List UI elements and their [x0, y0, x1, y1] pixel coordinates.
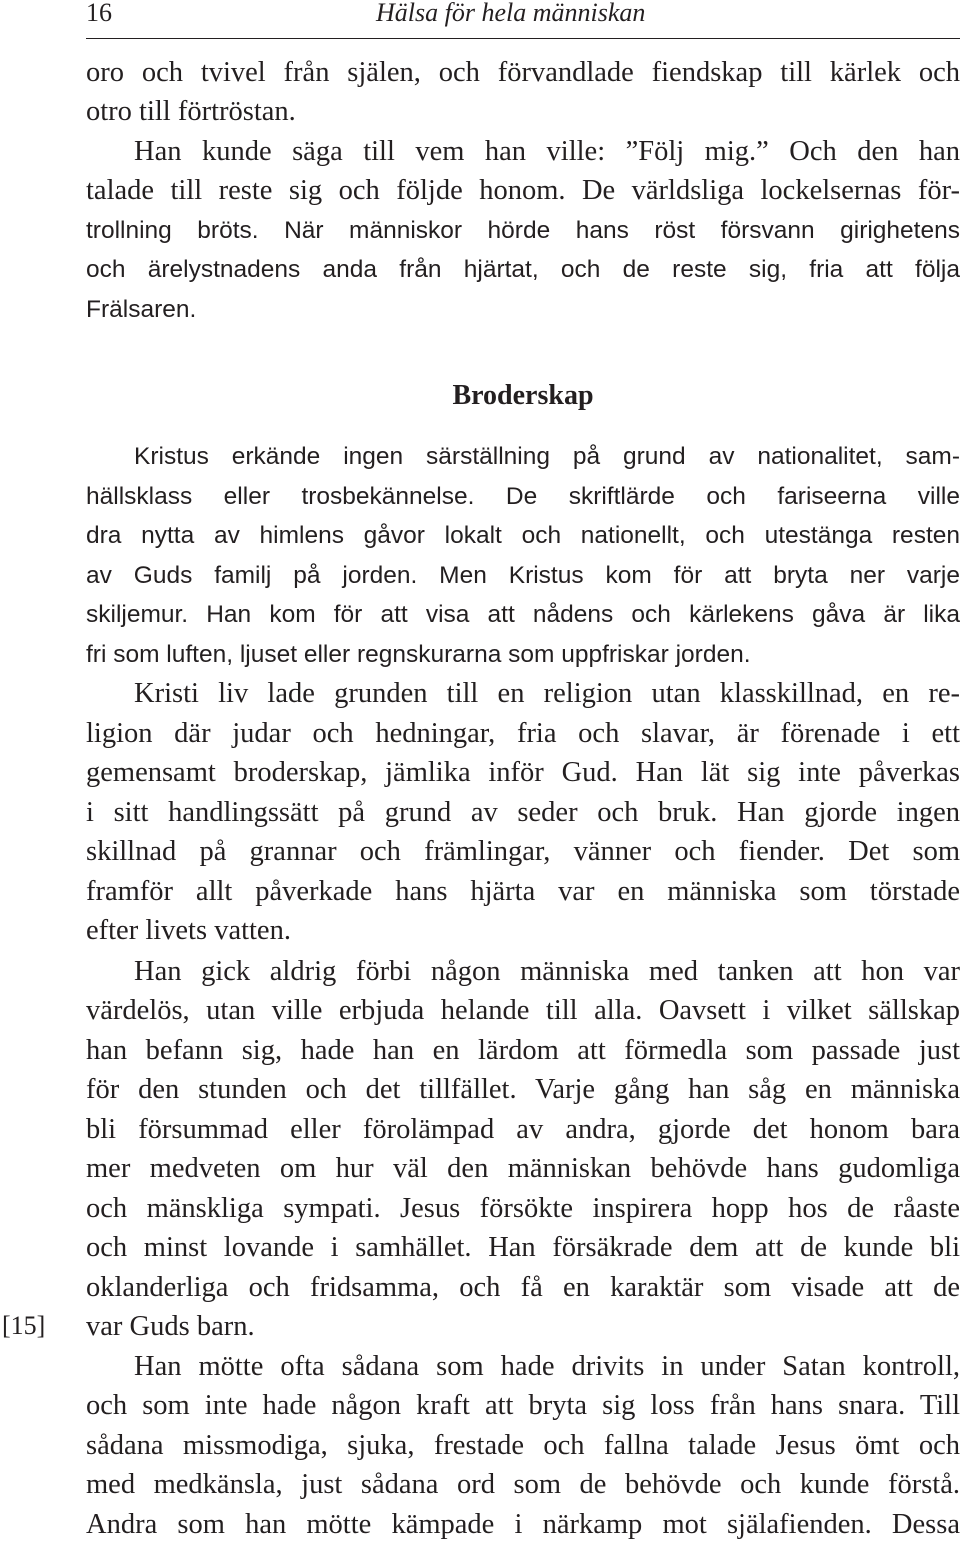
text-line: för den stunden och det tillfället. Varje gång han såg en människa: [86, 1074, 960, 1105]
text-line: talade till reste sig och följde honom. De världsliga lockelsernas för-: [86, 175, 960, 206]
text-line: otro till förtröstan.: [86, 96, 296, 127]
text-line: Kristus erkände ingen särställning på grund av nationalitet, sam-: [134, 443, 960, 470]
text-line: dra nytta av himlens gåvor lokalt och nationellt, och utestänga resten: [86, 522, 960, 549]
text-line: fri som luften, ljuset eller regnskurarna som uppfriskar jorden.: [86, 641, 751, 668]
text-line: hällsklass eller trosbekännelse. De skriftlärde och fariseerna ville: [86, 483, 960, 510]
running-header: [86, 0, 960, 39]
text-line: och mänskliga sympati. Jesus försökte inspirera hopp hos de råaste: [86, 1193, 960, 1224]
text-line: med medkänsla, just sådana ord som de behövde och kunde förstå.: [86, 1469, 960, 1500]
text-line: och som inte hade någon kraft att bryta sig loss från hans snara. Till: [86, 1390, 960, 1421]
text-line: och ärelystnadens anda från hjärtat, och de reste sig, fria att följa: [86, 256, 960, 283]
text-line: var Guds barn.: [86, 1311, 255, 1342]
text-line: Han mötte ofta sådana som hade drivits in under Satan kontroll,: [134, 1351, 960, 1382]
text-line: Andra som han mötte kämpade i närkamp mot själafienden. Dessa: [86, 1509, 960, 1540]
text-line: trollning bröts. När människor hörde hans röst försvann girighetens: [86, 217, 960, 244]
text-line: Frälsaren.: [86, 296, 197, 323]
text-line: oklanderliga och fridsamma, och få en karaktär som visade att de: [86, 1272, 960, 1303]
text-line: ligion där judar och hedningar, fria och slavar, är förenade i ett: [86, 718, 960, 749]
text-line: mer medveten om hur väl den människan behövde hans gudomliga: [86, 1153, 960, 1184]
margin-reference: [15]: [2, 1311, 46, 1340]
text-line: efter livets vatten.: [86, 915, 291, 946]
running-title: Hälsa för hela människan: [376, 0, 646, 27]
text-line: i sitt handlingssätt på grund av seder och bruk. Han gjorde ingen: [86, 797, 960, 828]
text-line: Han gick aldrig förbi någon människa med tanken att hon var: [134, 956, 960, 987]
page-number: 16: [86, 0, 112, 27]
text-line: sådana missmodiga, sjuka, frestade och fallna talade Jesus ömt och: [86, 1430, 960, 1461]
text-line: värdelös, utan ville erbjuda helande till alla. Oavsett i vilket sällskap: [86, 995, 960, 1026]
text-line: framför allt påverkade hans hjärta var en människa som törstade: [86, 876, 960, 907]
text-line: Han kunde säga till vem han ville: ”Följ mig.” Och den han: [134, 136, 960, 167]
text-line: av Guds familj på jorden. Men Kristus kom för att bryta ner varje: [86, 562, 960, 589]
text-line: bli försummad eller förolämpad av andra, gjorde det honom bara: [86, 1114, 960, 1145]
text-line: oro och tvivel från själen, och förvandlade fiendskap till kärlek och: [86, 57, 960, 88]
text-line: skiljemur. Han kom för att visa att nådens och kärlekens gåva är lika: [86, 601, 960, 628]
text-line: gemensamt broderskap, jämlika inför Gud. Han lät sig inte påverkas: [86, 757, 960, 788]
text-line: och minst lovande i samhället. Han försäkrade dem att de kunde bli: [86, 1232, 960, 1263]
section-heading: Broderskap: [452, 380, 594, 411]
text-line: skillnad på grannar och främlingar, vänner och fiender. Det som: [86, 836, 960, 867]
text-line: han befann sig, hade han en lärdom att förmedla som passade just: [86, 1035, 960, 1066]
text-line: Kristi liv lade grunden till en religion utan klasskillnad, en re-: [134, 678, 960, 709]
